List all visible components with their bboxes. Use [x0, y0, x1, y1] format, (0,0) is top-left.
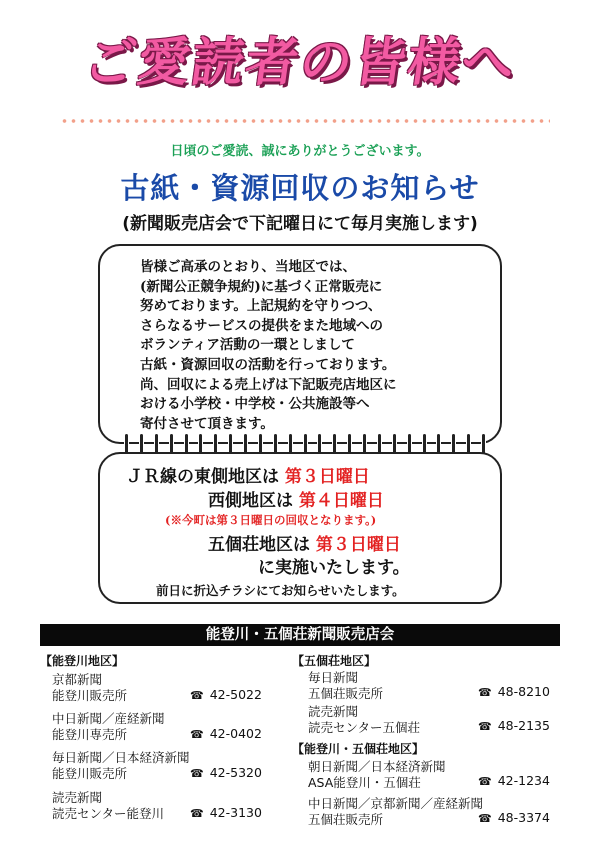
region-notogawa: 【能登川地区】 — [40, 654, 125, 668]
greeting: 日頃のご愛読、誠にありがとうございます。 — [170, 144, 430, 159]
notice-line: おける小学校・中学校・公共施設等へ — [140, 396, 370, 413]
phone-number: 48-3374 — [497, 810, 550, 825]
shop-name: 読売センター能登川 — [52, 806, 165, 821]
shop-paper: 毎日新聞／日本経済新聞 — [52, 750, 190, 765]
east-day: 第３日曜日 — [284, 467, 370, 487]
notice-line: 尚、回収による売上げは下記販売店地区に — [140, 376, 397, 393]
shop-entry — [308, 759, 446, 791]
goka-area-label: 五個荘地区は — [208, 535, 310, 555]
phone-number: 42-0402 — [209, 726, 262, 741]
notice-title: 古紙・資源回収のお知らせ — [120, 171, 480, 205]
shop-name: 読売センター五個荘 — [308, 720, 421, 735]
shop-phone — [478, 718, 550, 733]
phone-icon: ☎ — [190, 767, 204, 780]
shop-name: 五個荘販売所 — [308, 812, 384, 827]
shop-phone — [190, 805, 262, 820]
shop-entry — [52, 790, 164, 822]
shop-paper: 京都新聞 — [52, 672, 103, 687]
phone-icon: ☎ — [190, 728, 204, 741]
shop-phone — [478, 810, 550, 825]
shop-phone — [190, 765, 262, 780]
notice-text — [140, 258, 480, 434]
east-area-label: ＪＲ線の東側地区は — [126, 467, 279, 487]
notice-line: 寄付させて頂きます。 — [140, 415, 274, 432]
shop-phone — [478, 773, 550, 788]
shop-entry — [52, 672, 127, 704]
phone-number: 42-1234 — [497, 773, 550, 788]
phone-icon: ☎ — [190, 689, 204, 702]
notice-line: 皆様ご高承のとおり、当地区では、 — [140, 259, 356, 275]
phone-icon: ☎ — [478, 686, 492, 699]
notice-line: ボランティア活動の一環としまして — [140, 337, 355, 354]
phone-icon: ☎ — [190, 807, 204, 820]
west-day: 第４日曜日 — [298, 491, 384, 511]
shop-phone — [190, 726, 262, 741]
shop-name: 能登川販売所 — [52, 688, 128, 703]
phone-number: 48-8210 — [497, 684, 550, 699]
goka-day: 第３日曜日 — [315, 535, 401, 555]
region-notogawa-gokasho: 【能登川・五個荘地区】 — [292, 742, 425, 756]
shop-entry — [308, 796, 483, 828]
shop-paper: 読売新聞 — [52, 790, 103, 805]
association-banner: 能登川・五個荘新聞販売店会 — [40, 624, 560, 646]
phone-icon: ☎ — [478, 775, 492, 788]
shop-name: ASA能登川・五個荘 — [308, 775, 421, 790]
shop-paper: 読売新聞 — [308, 704, 359, 719]
schedule-gokasho — [208, 530, 401, 555]
shop-paper: 中日新聞／京都新聞／産経新聞 — [308, 796, 484, 811]
phone-number: 48-2135 — [497, 718, 550, 733]
schedule-west — [208, 486, 384, 511]
shop-name: 能登川専売所 — [52, 727, 128, 742]
notice-line: さらなるサービスの提供をまた地域への — [140, 317, 383, 334]
shop-name: 能登川販売所 — [52, 766, 128, 781]
shop-entry — [308, 704, 420, 736]
dotted-divider — [60, 119, 550, 123]
region-gokasho: 【五個荘地区】 — [292, 654, 377, 668]
shop-entry — [52, 711, 165, 743]
headline: ご愛読者の皆様へ — [79, 33, 521, 93]
phone-number: 42-5022 — [209, 687, 262, 702]
notice-line: 努めております。上記規約を守りつつ、 — [140, 298, 382, 315]
notice-line: 古紙・資源回収の活動を行っております。 — [140, 356, 396, 373]
implement-text: に実施いたします。 — [258, 558, 410, 578]
phone-number: 42-3130 — [209, 805, 262, 820]
phone-number: 42-5320 — [209, 765, 262, 780]
shop-paper: 朝日新聞／日本経済新聞 — [308, 759, 446, 774]
phone-icon: ☎ — [478, 720, 492, 733]
shop-phone — [478, 684, 550, 699]
schedule-east — [126, 462, 370, 487]
shop-name: 五個荘販売所 — [308, 686, 384, 701]
shop-phone — [190, 687, 262, 702]
west-area-label: 西側地区は — [208, 491, 293, 511]
notice-subtitle: (新聞販売店会で下記曜日にて毎月実施します) — [122, 214, 478, 234]
notice-line: (新聞公正競争規約)に基づく正常販売に — [140, 278, 383, 295]
advance-notice: 前日に折込チラシにてお知らせいたします。 — [156, 583, 405, 598]
phone-icon: ☎ — [478, 812, 492, 825]
shop-paper: 毎日新聞 — [308, 670, 359, 685]
shop-entry — [308, 670, 383, 702]
shop-entry — [52, 750, 190, 782]
shop-paper: 中日新聞／産経新聞 — [52, 711, 165, 726]
west-note: (※今町は第３日曜日の回収となります。) — [165, 513, 377, 527]
